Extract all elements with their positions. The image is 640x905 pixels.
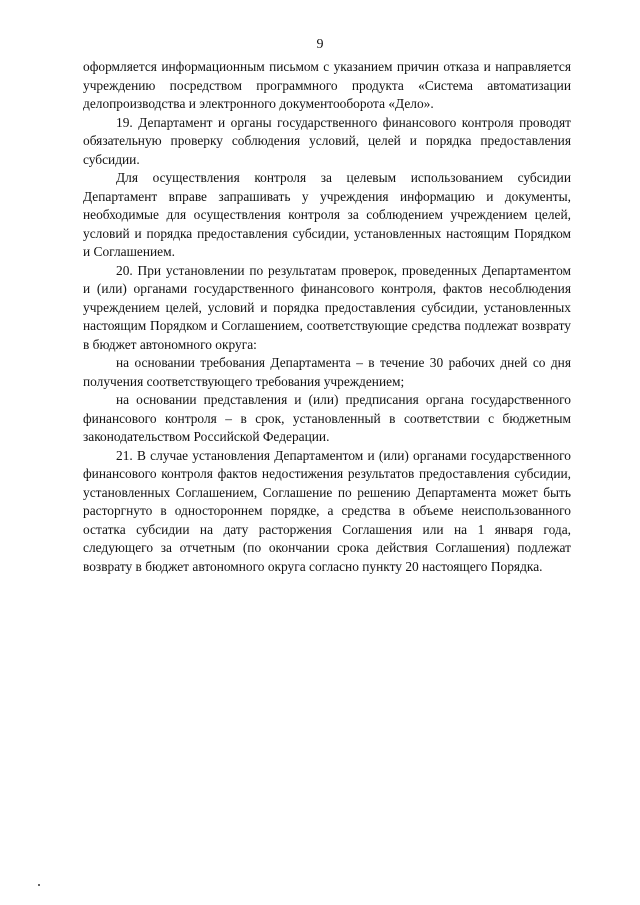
paragraph-continuation: оформляется информационным письмом с указанием причин отказа и направляется учреждению посредством программного продукта «Система автоматизации делопроизводства и электронного документооборота «Дело». — [83, 59, 571, 111]
paragraph-control-body-order: на основании представления и (или) предписания органа государственного финансового контроля – в срок, установленный в соответствии с бюджетным законодательством Российской Федерации. — [83, 392, 571, 444]
paragraph-item-21: 21. В случае установления Департаментом и (или) органами государственного финансового контроля фактов недостижения результатов предоставления субсидии, установленных Соглашением, Соглашение по решению Департамента может быть расторгнуто в одностороннем порядке, а средства в объеме неиспользованного остатка субсидии на дату расторжения Соглашения или на 1 января года, следующего за отчетным (по окончании срока действия Соглашения) подлежат возврату в бюджет автономного округа согласно пункту 20 настоящего Порядка. — [83, 447, 571, 574]
paragraph-item-19: 19. Департамент и органы государственного финансового контроля проводят обязательную проверку соблюдения условий, целей и порядка предоставления субсидии. — [83, 114, 571, 167]
paragraph-department-requirement: на основании требования Департамента – в течение 30 рабочих дней со дня получения соответствующего требования учреждением; — [83, 355, 571, 389]
scan-artifact — [38, 884, 40, 886]
page-number: 9 — [316, 37, 324, 52]
paragraph-item-20: 20. При установлении по результатам проверок, проведенных Департаментом и (или) органами государственного финансового контроля, фактов несоблюдения учреждением целей, условий и порядка предоставления субсидии, установленных настоящим Порядком и Соглашением, соответствующие средства подлежат возврату в бюджет автономного округа: — [83, 262, 571, 352]
document-body — [83, 58, 571, 576]
paragraph-control-right: Для осуществления контроля за целевым использованием субсидии Департамент вправе запрашивать у учреждения информацию и документы, необходимые для осуществления контроля за соблюдением учреждением целей, условий и порядка предоставления субсидии, установленных настоящим Порядком и Соглашением. — [83, 170, 571, 259]
